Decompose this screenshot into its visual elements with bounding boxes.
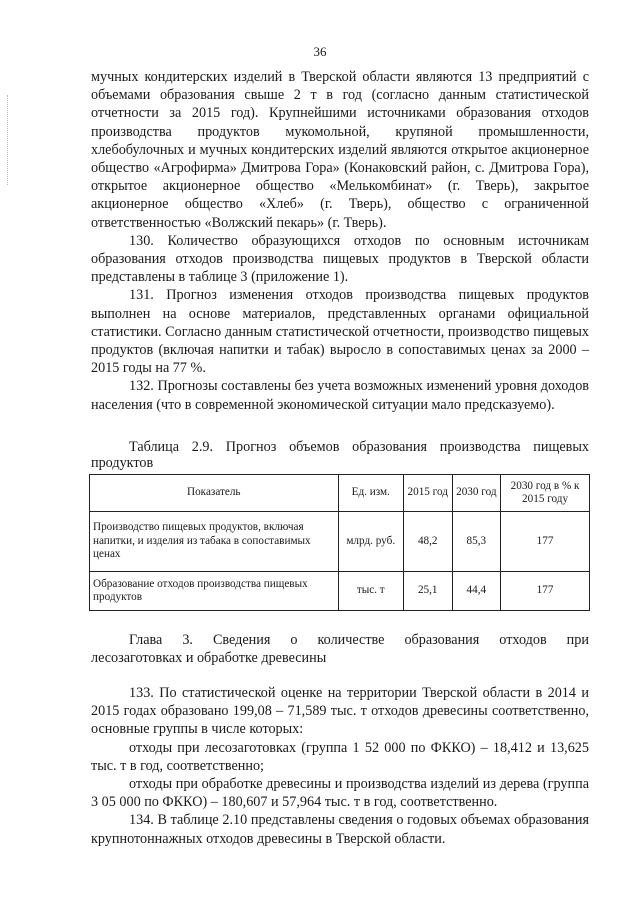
table-caption-text: Таблица 2.9. Прогноз объемов образования производства пищевых продуктов xyxy=(91,439,589,471)
header-unit: Ед. изм. xyxy=(338,475,403,512)
header-2030: 2030 год xyxy=(452,475,501,512)
cell-percent: 177 xyxy=(501,572,590,611)
cell-indicator: Производство пищевых продуктов, включая напитки, и изделия из табака в сопоставимых ценах xyxy=(90,512,339,572)
page-number: 36 xyxy=(313,44,327,59)
table-caption xyxy=(91,439,589,471)
cell-2030: 44,4 xyxy=(452,572,501,611)
paragraph-134: 134. В таблице 2.10 представлены сведения о годовых объемах образования крупнотоннажных отходов древесины в Тверской области. xyxy=(91,812,589,847)
header-indicator: Показатель xyxy=(90,475,339,512)
table-row xyxy=(90,572,590,611)
chapter-word: при xyxy=(566,632,589,648)
cell-indicator: Образование отходов производства пищевых продуктов xyxy=(90,572,339,611)
cell-percent: 177 xyxy=(501,512,590,572)
paragraph-131: 131. Прогноз изменения отходов производства пищевых продуктов выполнен на основе материалов, представленных органами официальной статистики. Согласно данным статистической отчетности, производство пищевых продуктов (включая напитки и табак) выросло в сопоставимых ценах за 2000 – 2015 годы на 77 %. xyxy=(91,287,589,377)
header-2015: 2015 год xyxy=(403,475,452,512)
paragraph-continuation: мучных кондитерских изделий в Тверской области являются 13 предприятий с объемами образования свыше 2 т в год (согласно данным статистической отчетности за 2015 год). Крупнейшими источниками образования отходов производства продуктов мукомольной, крупяной промышленности, хлебобулочных и мучных кондитерских изделий являются открытое акционерное общество «Агрофирма» Дмитрова Гора» (Конаковский район, с. Дмитрова Гора), открытое акционерное общество «Мелькомбинат» (г. Тверь), закрытое акционерное общество «Хлеб» (г. Тверь), общество с ограниченной ответственностью «Волжский пекарь» (г. Тверь). xyxy=(91,69,589,231)
chapter-word: 3. xyxy=(182,632,193,648)
chapter-word: отходов xyxy=(499,632,547,648)
chapter-word: Сведения xyxy=(212,632,271,648)
list-item-logging: отходы при лесозаготовках (группа 1 52 000 по ФККО) – 18,412 и 13,625 тыс. т в год, соответственно; xyxy=(91,739,589,774)
chapter-word: о xyxy=(290,632,298,648)
header-percent: 2030 год в % к 2015 году xyxy=(501,475,590,512)
cell-2015: 48,2 xyxy=(403,512,452,572)
list-item-wood-processing: отходы при обработке древесины и производства изделий из дерева (группа 3 05 000 по ФККО) – 180,607 и 57,964 тыс. т в год, соответственно. xyxy=(91,776,589,811)
table-header-row xyxy=(90,475,590,512)
forecast-table xyxy=(89,474,590,611)
chapter-heading-line2: лесозаготовках и обработке древесины xyxy=(91,650,327,667)
table-row xyxy=(90,512,590,572)
chapter-word: Глава xyxy=(129,632,163,648)
chapter-heading-line1 xyxy=(91,631,589,649)
paragraph-130: 130. Количество образующихся отходов по основным источникам образования отходов производства пищевых продуктов в Тверской области представлены в таблице 3 (приложение 1). xyxy=(91,232,589,286)
paragraph-132: 132. Прогнозы составлены без учета возможных изменений уровня доходов населения (что в современной экономической ситуации мало предсказуемо). xyxy=(91,378,589,413)
chapter-heading xyxy=(91,631,589,668)
body-text-lower xyxy=(91,684,589,848)
chapter-word: образования xyxy=(404,632,480,648)
paragraph-133: 133. По статистической оценке на территории Тверской области в 2014 и 2015 годах образовано 199,08 – 71,589 тыс. т отходов древесины соответственно, основные группы в числе которых: xyxy=(91,685,589,738)
cell-2015: 25,1 xyxy=(403,572,452,611)
cell-2030: 85,3 xyxy=(452,512,501,572)
scan-artifact xyxy=(7,95,9,185)
cell-unit: тыс. т xyxy=(338,572,403,611)
cell-unit: млрд. руб. xyxy=(338,512,403,572)
chapter-word: количестве xyxy=(317,632,385,648)
body-text-upper xyxy=(91,68,589,414)
